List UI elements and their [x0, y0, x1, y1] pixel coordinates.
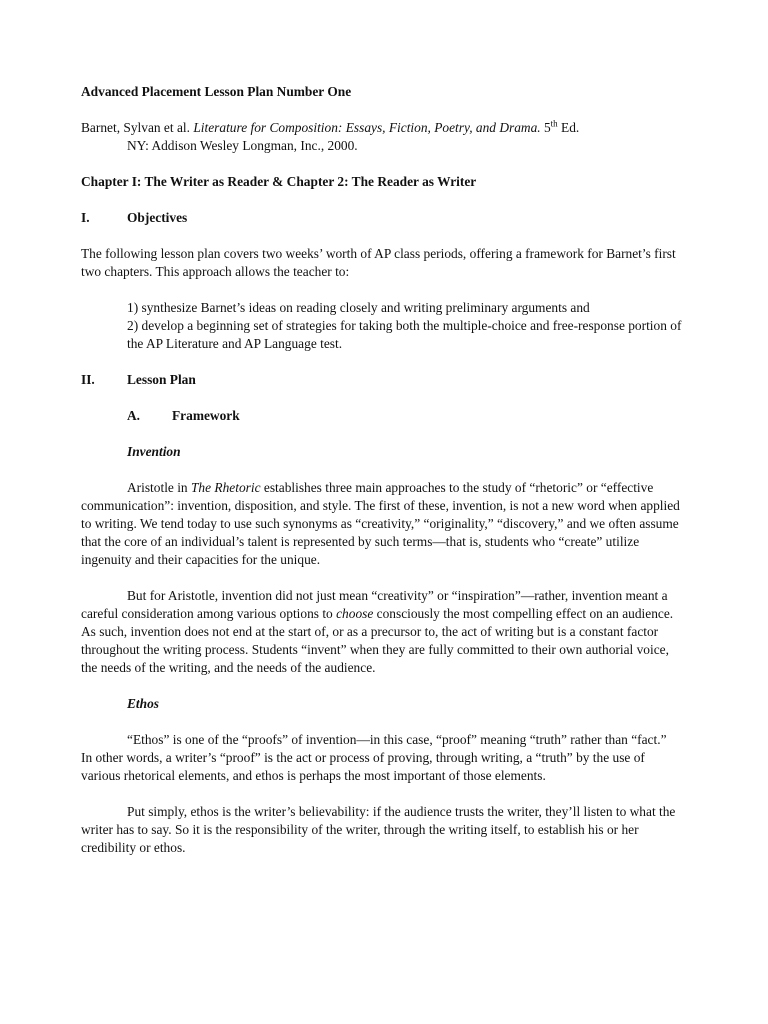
list-item: 1) synthesize Barnet’s ideas on reading closely and writing preliminary arguments and — [127, 300, 590, 315]
emphasis-italic: choose — [336, 606, 374, 621]
citation — [81, 119, 681, 155]
section-title: Objectives — [127, 210, 188, 225]
citation-book-title: Literature for Composition: Essays, Fiction, Poetry, and Drama. — [193, 120, 541, 135]
objectives-list — [127, 299, 687, 353]
citation-authors: Barnet, Sylvan et al. — [81, 120, 190, 135]
book-title-italic: The Rhetoric — [190, 480, 261, 495]
section-number: I. — [81, 210, 90, 225]
paragraph-text: establishes three main approaches to the study of “rhetoric” or “effective communication”: invention, disposition, and style. The first of these, invention, is not a new word when applied to writing. We tend today to use such synonyms as “creativity,” “originality,” “discovery,” and we often assume that the core of an individual’s talent is represented by such terms—that is, students who “create” utilize ingenuity and their capacities for the unique. — [81, 480, 680, 567]
ethos-paragraph-1: “Ethos” is one of the “proofs” of invention—in this case, “proof” meaning “truth” rather than “fact.” In other words, a writer’s “proof” is the act or process of proving, through writing, a “truth” by the use of various rhetorical elements, and ethos is perhaps the most important of those elements. — [81, 732, 667, 783]
ethos-paragraph-2: Put simply, ethos is the writer’s believability: if the audience trusts the writer, they’ll listen to what the writer has to say. So it is the responsibility of the writer, through the writing itself, to establish his or her credibility or ethos. — [81, 804, 676, 855]
citation-edition-tail: Ed. — [557, 120, 580, 135]
intro-paragraph: The following lesson plan covers two weeks’ worth of AP class periods, offering a framework for Barnet’s first two chapters. This approach allows the teacher to: — [81, 246, 676, 279]
section-title: Lesson Plan — [127, 372, 196, 387]
ethos-heading: Ethos — [127, 696, 160, 711]
section-objectives — [81, 209, 681, 227]
paragraph-text: consciously the most compelling effect on an audience. As such, invention does not end at the start of, or as a precursor to, the act of writing but is a constant factor throughout the writing process. Students “invent” when they are fully committed to their own authorial voice, the needs of the writing, and the needs of the audience. — [81, 606, 674, 675]
chapter-heading: Chapter I: The Writer as Reader & Chapter 2: The Reader as Writer — [81, 174, 477, 189]
invention-paragraph-1 — [81, 479, 681, 569]
invention-heading: Invention — [127, 444, 181, 459]
citation-edition-num: 5 — [543, 120, 551, 135]
section-lesson-plan — [81, 371, 681, 389]
paragraph-text: But for Aristotle, invention did not just mean “creativity” or “inspiration”—rather, invention meant a careful consideration among various options to — [81, 588, 668, 621]
document-title: Advanced Placement Lesson Plan Number One — [81, 84, 352, 99]
subsection-number: A. — [127, 408, 141, 423]
document-page — [81, 83, 681, 875]
citation-publisher: NY: Addison Wesley Longman, Inc., 2000. — [127, 138, 358, 153]
subsection-title: Framework — [172, 408, 240, 423]
section-number: II. — [81, 372, 95, 387]
paragraph-text: Aristotle in — [127, 480, 191, 495]
citation-edition-sup: th — [550, 118, 558, 129]
invention-paragraph-2 — [81, 587, 681, 677]
list-item: 2) develop a beginning set of strategies for taking both the multiple-choice and free-response portion of the AP Literature and AP Language test. — [127, 318, 682, 351]
subsection-framework — [127, 407, 681, 425]
